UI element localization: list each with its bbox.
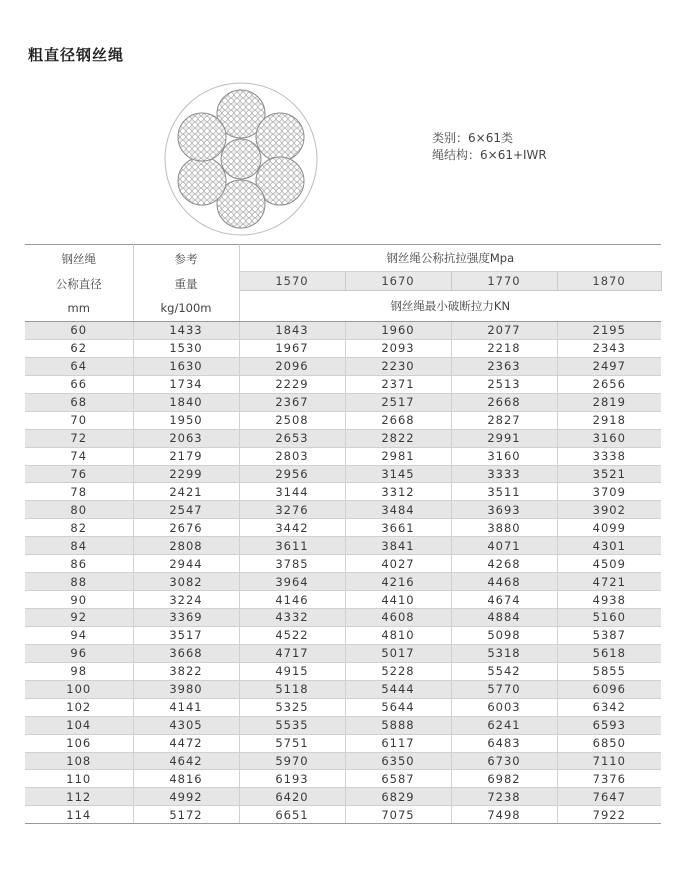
- cell-force-1670: 3841: [345, 537, 451, 555]
- cell-force-1770: 5770: [451, 680, 557, 698]
- cell-diameter: 70: [25, 411, 133, 429]
- spec-block: [432, 130, 547, 164]
- cell-force-1570: 4146: [239, 591, 345, 609]
- cell-weight: 4642: [133, 752, 239, 770]
- cell-force-1870: 2918: [557, 411, 661, 429]
- cell-diameter: 92: [25, 609, 133, 627]
- cell-diameter: 72: [25, 429, 133, 447]
- cell-force-1570: 1843: [239, 322, 345, 340]
- cell-force-1870: 4301: [557, 537, 661, 555]
- cell-weight: 4141: [133, 698, 239, 716]
- grade-1570: 1570: [239, 272, 345, 291]
- cell-force-1870: 2497: [557, 357, 661, 375]
- grade-1870: 1870: [557, 272, 661, 291]
- cell-force-1770: 6241: [451, 716, 557, 734]
- cell-force-1870: 5618: [557, 644, 661, 662]
- cell-force-1570: 4522: [239, 626, 345, 644]
- cell-force-1570: 4915: [239, 662, 345, 680]
- cell-weight: 4816: [133, 770, 239, 788]
- table-row: [25, 752, 661, 770]
- cell-diameter: 94: [25, 626, 133, 644]
- cell-force-1670: 5017: [345, 644, 451, 662]
- header-weight-line2: 重量: [174, 276, 198, 291]
- cell-force-1770: 6730: [451, 752, 557, 770]
- table-row: [25, 501, 661, 519]
- table-row: [25, 537, 661, 555]
- cell-force-1670: 2093: [345, 339, 451, 357]
- cell-force-1770: 6003: [451, 698, 557, 716]
- cell-force-1870: 5855: [557, 662, 661, 680]
- cell-force-1770: 3511: [451, 483, 557, 501]
- cell-force-1870: 7922: [557, 806, 661, 824]
- cell-force-1870: 6342: [557, 698, 661, 716]
- cell-force-1570: 3276: [239, 501, 345, 519]
- table-row: [25, 734, 661, 752]
- table-row: [25, 716, 661, 734]
- cell-force-1670: 4410: [345, 591, 451, 609]
- cell-weight: 3517: [133, 626, 239, 644]
- cell-force-1570: 4717: [239, 644, 345, 662]
- cell-force-1570: 2096: [239, 357, 345, 375]
- header-weight: [133, 245, 239, 322]
- cell-force-1870: 4721: [557, 573, 661, 591]
- table-row: [25, 788, 661, 806]
- table-row: [25, 698, 661, 716]
- cell-force-1570: 2508: [239, 411, 345, 429]
- cell-force-1570: 5751: [239, 734, 345, 752]
- cell-force-1570: 2653: [239, 429, 345, 447]
- cell-force-1770: 3880: [451, 519, 557, 537]
- cell-diameter: 62: [25, 339, 133, 357]
- header-tensile-strength: 钢丝绳公称抗拉强度Mpa: [239, 245, 661, 272]
- cell-diameter: 110: [25, 770, 133, 788]
- cell-force-1570: 4332: [239, 609, 345, 627]
- cell-force-1770: 6483: [451, 734, 557, 752]
- cell-force-1570: 6420: [239, 788, 345, 806]
- table-row: [25, 662, 661, 680]
- cell-weight: 3082: [133, 573, 239, 591]
- cell-force-1870: 7110: [557, 752, 661, 770]
- cell-weight: 2063: [133, 429, 239, 447]
- spec-table: [25, 244, 662, 824]
- cell-force-1670: 3312: [345, 483, 451, 501]
- cell-force-1670: 4810: [345, 626, 451, 644]
- cell-diameter: 112: [25, 788, 133, 806]
- cell-force-1870: 4938: [557, 591, 661, 609]
- cell-force-1770: 5098: [451, 626, 557, 644]
- cell-weight: 2547: [133, 501, 239, 519]
- cell-weight: 1433: [133, 322, 239, 340]
- cell-force-1670: 3145: [345, 465, 451, 483]
- grade-1670: 1670: [345, 272, 451, 291]
- cell-force-1670: 4216: [345, 573, 451, 591]
- cell-diameter: 82: [25, 519, 133, 537]
- cell-force-1570: 5118: [239, 680, 345, 698]
- cell-force-1670: 2981: [345, 447, 451, 465]
- cell-force-1570: 2229: [239, 375, 345, 393]
- cell-force-1870: 4099: [557, 519, 661, 537]
- cell-force-1670: 2230: [345, 357, 451, 375]
- table-row: [25, 555, 661, 573]
- cell-force-1770: 3160: [451, 447, 557, 465]
- cell-force-1870: 5160: [557, 609, 661, 627]
- cell-weight: 2944: [133, 555, 239, 573]
- cell-weight: 3668: [133, 644, 239, 662]
- cell-force-1870: 3902: [557, 501, 661, 519]
- table-row: [25, 626, 661, 644]
- header-weight-unit: kg/100m: [160, 301, 212, 316]
- cell-diameter: 90: [25, 591, 133, 609]
- cell-force-1770: 2668: [451, 393, 557, 411]
- header-diameter-line1: 钢丝绳: [61, 251, 96, 266]
- cell-force-1570: 5970: [239, 752, 345, 770]
- header-breaking-force: 钢丝绳最小破断拉力KN: [239, 291, 661, 322]
- cell-force-1770: 4268: [451, 555, 557, 573]
- cell-diameter: 96: [25, 644, 133, 662]
- cell-force-1870: 2343: [557, 339, 661, 357]
- cell-force-1670: 5888: [345, 716, 451, 734]
- cell-force-1570: 3611: [239, 537, 345, 555]
- cell-diameter: 114: [25, 806, 133, 824]
- cell-force-1870: 7376: [557, 770, 661, 788]
- cell-force-1570: 5325: [239, 698, 345, 716]
- cell-force-1870: 3521: [557, 465, 661, 483]
- table-body: [25, 322, 661, 824]
- cell-weight: 1734: [133, 375, 239, 393]
- cell-force-1670: 6117: [345, 734, 451, 752]
- cell-force-1870: 3338: [557, 447, 661, 465]
- cell-force-1770: 3693: [451, 501, 557, 519]
- table-row: [25, 447, 661, 465]
- spec-structure: 绳结构：6×61+IWR: [432, 148, 547, 162]
- cell-weight: 2179: [133, 447, 239, 465]
- table-row: [25, 322, 661, 340]
- cell-force-1670: 2668: [345, 411, 451, 429]
- cell-weight: 3980: [133, 680, 239, 698]
- table-row: [25, 393, 661, 411]
- cell-diameter: 80: [25, 501, 133, 519]
- cell-force-1870: 2819: [557, 393, 661, 411]
- cell-weight: 2421: [133, 483, 239, 501]
- table-row: [25, 483, 661, 501]
- rope-cross-section-figure: [162, 80, 320, 238]
- cell-force-1570: 2956: [239, 465, 345, 483]
- cell-diameter: 66: [25, 375, 133, 393]
- table-row: [25, 375, 661, 393]
- cell-force-1670: 6587: [345, 770, 451, 788]
- grade-1770: 1770: [451, 272, 557, 291]
- cell-diameter: 68: [25, 393, 133, 411]
- cell-diameter: 88: [25, 573, 133, 591]
- table-row: [25, 411, 661, 429]
- header-diameter-line2: 公称直径: [55, 276, 102, 291]
- header-diameter-unit: mm: [67, 301, 90, 316]
- cell-diameter: 100: [25, 680, 133, 698]
- header-weight-line1: 参考: [174, 251, 198, 266]
- cell-force-1670: 1960: [345, 322, 451, 340]
- cell-force-1770: 6982: [451, 770, 557, 788]
- table-row: [25, 591, 661, 609]
- cell-diameter: 74: [25, 447, 133, 465]
- cell-force-1770: 2218: [451, 339, 557, 357]
- cell-diameter: 86: [25, 555, 133, 573]
- cell-force-1670: 3661: [345, 519, 451, 537]
- cell-force-1770: 2991: [451, 429, 557, 447]
- cell-diameter: 78: [25, 483, 133, 501]
- cell-weight: 3822: [133, 662, 239, 680]
- cell-force-1770: 2513: [451, 375, 557, 393]
- cell-diameter: 84: [25, 537, 133, 555]
- cell-force-1870: 5387: [557, 626, 661, 644]
- cell-force-1670: 2822: [345, 429, 451, 447]
- cell-weight: 1630: [133, 357, 239, 375]
- cell-force-1670: 2371: [345, 375, 451, 393]
- cell-force-1570: 5535: [239, 716, 345, 734]
- cell-force-1670: 4027: [345, 555, 451, 573]
- cell-force-1570: 1967: [239, 339, 345, 357]
- table-row: [25, 429, 661, 447]
- cell-weight: 4992: [133, 788, 239, 806]
- cell-force-1670: 7075: [345, 806, 451, 824]
- cell-force-1770: 2827: [451, 411, 557, 429]
- cell-force-1570: 6651: [239, 806, 345, 824]
- cell-diameter: 60: [25, 322, 133, 340]
- cell-force-1770: 3333: [451, 465, 557, 483]
- cell-diameter: 104: [25, 716, 133, 734]
- cell-force-1670: 6350: [345, 752, 451, 770]
- cell-force-1770: 5542: [451, 662, 557, 680]
- cell-force-1770: 2363: [451, 357, 557, 375]
- cell-weight: 3369: [133, 609, 239, 627]
- cell-force-1870: 3709: [557, 483, 661, 501]
- cell-force-1770: 7238: [451, 788, 557, 806]
- cell-force-1770: 7498: [451, 806, 557, 824]
- cell-force-1670: 5644: [345, 698, 451, 716]
- cell-force-1870: 7647: [557, 788, 661, 806]
- cell-force-1770: 4884: [451, 609, 557, 627]
- table-row: [25, 680, 661, 698]
- cell-force-1570: 3442: [239, 519, 345, 537]
- cell-force-1870: 3160: [557, 429, 661, 447]
- cell-weight: 5172: [133, 806, 239, 824]
- cell-diameter: 76: [25, 465, 133, 483]
- table-row: [25, 806, 661, 824]
- table-row: [25, 644, 661, 662]
- table-row: [25, 770, 661, 788]
- cell-weight: 4472: [133, 734, 239, 752]
- table-row: [25, 465, 661, 483]
- cell-force-1570: 3785: [239, 555, 345, 573]
- cell-weight: 1950: [133, 411, 239, 429]
- cell-force-1570: 6193: [239, 770, 345, 788]
- cell-force-1570: 3964: [239, 573, 345, 591]
- cell-force-1870: 6850: [557, 734, 661, 752]
- cell-force-1570: 2367: [239, 393, 345, 411]
- cell-weight: 1530: [133, 339, 239, 357]
- cell-force-1570: 3144: [239, 483, 345, 501]
- cell-weight: 4305: [133, 716, 239, 734]
- cell-force-1570: 2803: [239, 447, 345, 465]
- cell-weight: 2808: [133, 537, 239, 555]
- cell-force-1670: 3484: [345, 501, 451, 519]
- table-row: [25, 573, 661, 591]
- cell-force-1670: 5228: [345, 662, 451, 680]
- cell-force-1770: 5318: [451, 644, 557, 662]
- cell-force-1870: 2656: [557, 375, 661, 393]
- cell-force-1870: 6593: [557, 716, 661, 734]
- cell-force-1770: 4674: [451, 591, 557, 609]
- cell-force-1870: 6096: [557, 680, 661, 698]
- cell-force-1770: 4071: [451, 537, 557, 555]
- cell-force-1770: 2077: [451, 322, 557, 340]
- page-title: 粗直径钢丝绳: [28, 46, 125, 64]
- header-diameter: [25, 245, 133, 322]
- spec-category: 类别：6×61类: [432, 131, 513, 145]
- cell-force-1870: 2195: [557, 322, 661, 340]
- cell-force-1670: 5444: [345, 680, 451, 698]
- cell-weight: 2299: [133, 465, 239, 483]
- cell-weight: 1840: [133, 393, 239, 411]
- cell-force-1670: 6829: [345, 788, 451, 806]
- cell-force-1670: 4608: [345, 609, 451, 627]
- cell-diameter: 108: [25, 752, 133, 770]
- cell-weight: 2676: [133, 519, 239, 537]
- table-row: [25, 357, 661, 375]
- cell-diameter: 106: [25, 734, 133, 752]
- cell-diameter: 98: [25, 662, 133, 680]
- table-row: [25, 519, 661, 537]
- cell-force-1670: 2517: [345, 393, 451, 411]
- cell-weight: 3224: [133, 591, 239, 609]
- cell-diameter: 102: [25, 698, 133, 716]
- table-row: [25, 609, 661, 627]
- cell-force-1870: 4509: [557, 555, 661, 573]
- cell-force-1770: 4468: [451, 573, 557, 591]
- cell-diameter: 64: [25, 357, 133, 375]
- table-row: [25, 339, 661, 357]
